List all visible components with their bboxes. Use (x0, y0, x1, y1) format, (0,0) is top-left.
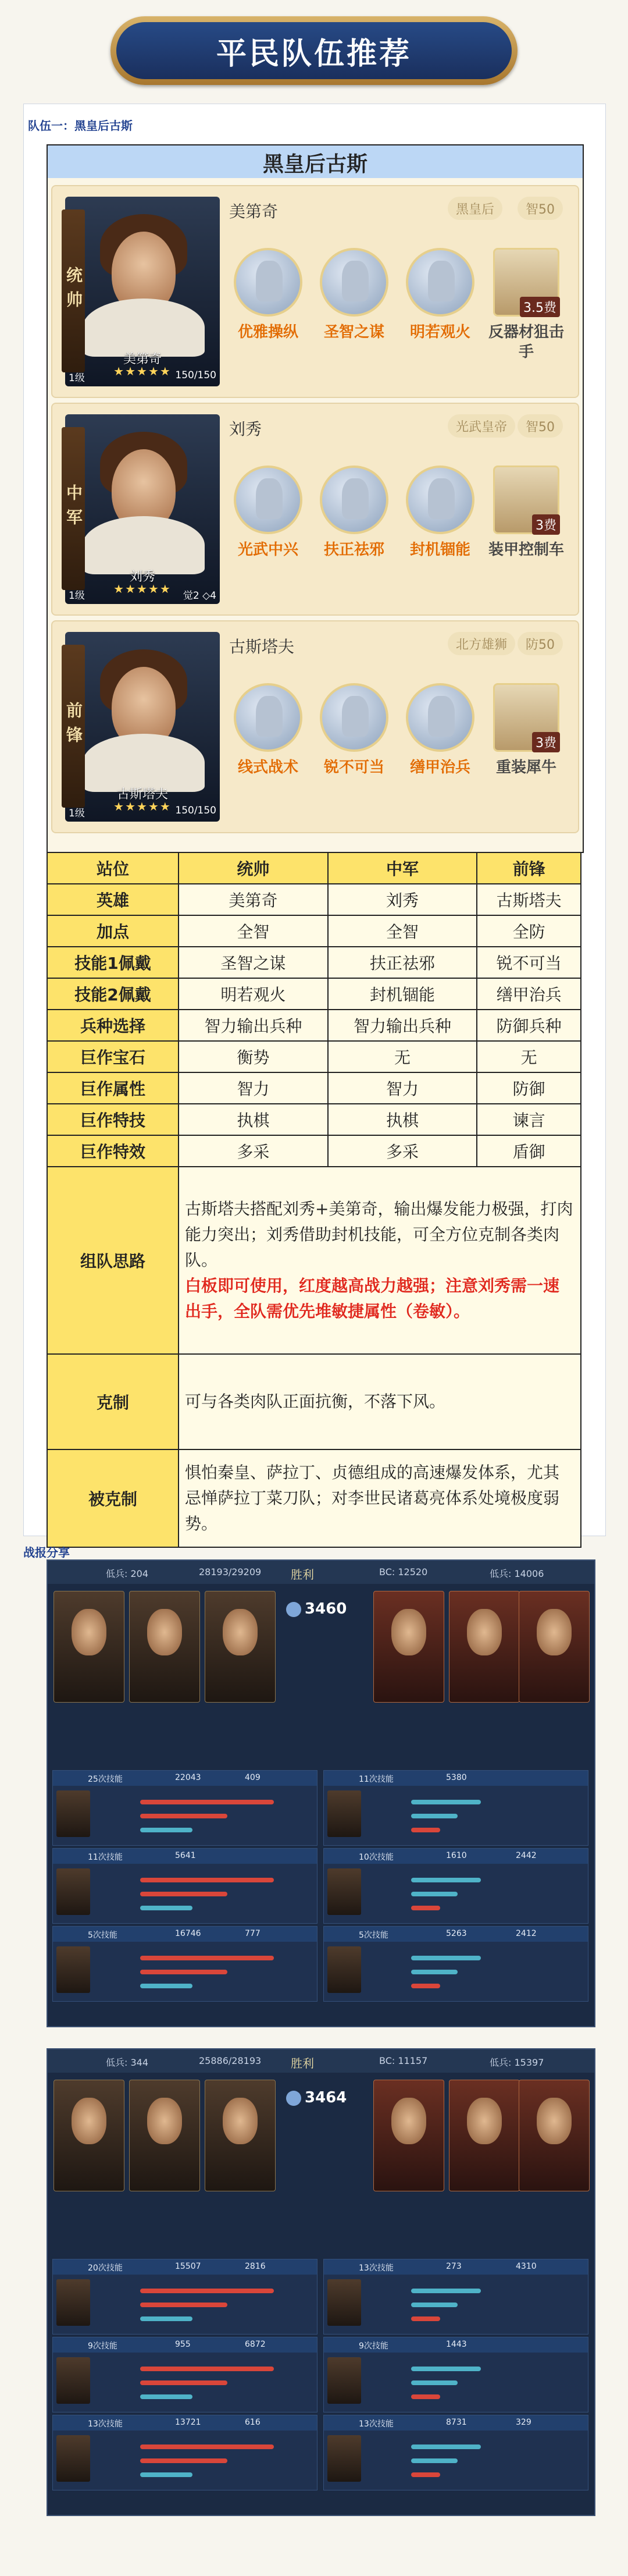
equipment-name: 重装犀牛 (495, 759, 556, 776)
skill-slot[interactable] (313, 242, 394, 388)
damage-bar (411, 2367, 481, 2371)
hero-face (467, 2098, 502, 2144)
table-cell: 明若观火 (179, 978, 328, 1010)
battle-result: 胜利 (291, 2056, 314, 2070)
battle-section-label: 战报分享 (23, 1545, 70, 1559)
table-cell: 衡势 (179, 1041, 328, 1072)
enemy-stat-block (323, 1770, 588, 1846)
skill-slot[interactable] (227, 460, 308, 605)
table-cell: 无 (477, 1041, 581, 1072)
table-cell: 美第奇 (179, 884, 328, 915)
ally-hero-card (129, 1591, 200, 1703)
countered-row (47, 1449, 581, 1547)
row-label: 英雄 (47, 884, 179, 915)
skill-name: 光武中兴 (237, 541, 298, 559)
enemy-hero-card (519, 1591, 590, 1703)
portrait-name: 古斯塔夫 (116, 787, 168, 802)
table-cell: 谏言 (477, 1104, 581, 1135)
hero-level: 1级 (69, 808, 85, 819)
hero-troops: 觉2 ◇4 (183, 590, 216, 602)
damage-value: 5641 (175, 1851, 196, 1860)
skill-icon (320, 248, 388, 317)
enemy-stat-block (323, 2415, 588, 2490)
counter-text: 可与各类肉队正面抗衡，不落下风。 (179, 1354, 581, 1449)
hero-stat-tag: 智50 (518, 197, 563, 220)
hero-portrait[interactable] (65, 632, 220, 822)
equipment-cost: 3费 (532, 514, 560, 535)
table-cell: 全智 (328, 915, 477, 947)
table-cell: 多采 (179, 1135, 328, 1167)
damage-bar (140, 1970, 227, 1974)
hero-level: 1级 (69, 590, 85, 602)
skill-slot[interactable] (399, 242, 480, 388)
table-row (47, 915, 581, 947)
hero-avatar (327, 2435, 361, 2482)
equipment-cost: 3费 (532, 732, 560, 752)
hero-troops: 150/150 (175, 805, 216, 816)
damage-bar (411, 1878, 481, 1882)
skill-name: 封机锢能 (409, 541, 470, 559)
table-row (47, 1041, 581, 1072)
equipment-slot[interactable] (485, 242, 566, 388)
table-cell: 缮甲治兵 (477, 978, 581, 1010)
stat-header (53, 1771, 317, 1786)
ally-hero-card (129, 2080, 200, 2191)
hero-face (391, 1609, 426, 1655)
damage-bar (140, 2303, 227, 2307)
heal-bar (411, 1906, 440, 1910)
hero-face (391, 2098, 426, 2144)
table-cell: 盾御 (477, 1135, 581, 1167)
ally-stat-block (52, 1848, 317, 1924)
hero-role: 中军 (62, 427, 85, 590)
damage-value: 1610 (446, 1851, 467, 1860)
table-cell: 古斯塔夫 (477, 884, 581, 915)
portrait-footer (69, 587, 216, 602)
hero-face (537, 1609, 572, 1655)
heal-value: 409 (245, 1773, 261, 1782)
strategy-text: 古斯塔夫搭配刘秀+美第奇，输出爆发能力极强，打肉能力突出；刘秀借助封机技能，可全方位克制各类肉队。 (185, 1199, 573, 1270)
stat-header (324, 2337, 588, 2353)
heal-value: 777 (245, 1929, 261, 1938)
star-rating: ★★★★★ (113, 364, 172, 378)
strategy-row (47, 1167, 581, 1354)
equipment-name: 装甲控制车 (488, 541, 564, 559)
skill-count: 5次技能 (359, 1931, 388, 1940)
hero-avatar (327, 1868, 361, 1915)
skill-row (227, 460, 570, 605)
skill-icon (406, 248, 474, 317)
damage-bar (140, 2367, 274, 2371)
stat-header (53, 2415, 317, 2431)
skill-name: 明若观火 (409, 324, 470, 341)
team-title: 黑皇后古斯 (47, 144, 584, 180)
stat-header (53, 1849, 317, 1864)
heal-bar (411, 2316, 440, 2321)
portrait-collar (83, 734, 205, 792)
damage-value: 273 (446, 2262, 462, 2271)
skill-icon (406, 683, 474, 752)
strategy-label: 组队思路 (47, 1167, 179, 1354)
stat-header (324, 1927, 588, 1942)
hero-avatar (56, 2435, 90, 2482)
equipment-name: 反器材狙击手 (488, 324, 564, 361)
damage-bar (140, 2458, 227, 2463)
portrait-collar (83, 516, 205, 574)
table-cell: 执棋 (328, 1104, 477, 1135)
damage-value: 955 (175, 2340, 191, 2349)
star-rating: ★★★★★ (113, 582, 172, 596)
header-cell: 前锋 (477, 852, 581, 884)
equipment-cost: 3.5费 (520, 297, 560, 317)
damage-value: 5263 (446, 1929, 467, 1938)
stat-header (324, 2259, 588, 2275)
skill-count: 25次技能 (88, 1775, 123, 1784)
battle-report[interactable] (47, 2048, 595, 2516)
ally-hero-card (53, 1591, 124, 1703)
skill-count: 20次技能 (88, 2264, 123, 2273)
hero-troops: 150/150 (175, 369, 216, 381)
stat-header (324, 1771, 588, 1786)
hero-name: 美第奇 (229, 202, 279, 221)
damage-bar (411, 1970, 458, 1974)
skill-count: 10次技能 (359, 1853, 394, 1862)
enemy-hero-card (449, 1591, 520, 1703)
hero-face (147, 1609, 182, 1655)
skill-icon (320, 683, 388, 752)
ally-stat-block (52, 2259, 317, 2335)
enemy-hero-card (519, 2080, 590, 2191)
countered-label: 被克制 (47, 1449, 179, 1547)
page-banner (110, 16, 518, 85)
ally-hero-card (205, 1591, 276, 1703)
enemy-hero-card (373, 1591, 444, 1703)
heal-bar (411, 2394, 440, 2399)
skill-name: 缮甲治兵 (409, 759, 470, 776)
table-row (47, 884, 581, 915)
skill-slot[interactable] (313, 677, 394, 823)
hero-title-tag: 北方雄狮 (448, 632, 515, 655)
table-cell: 刘秀 (328, 884, 477, 915)
hero-avatar (56, 1868, 90, 1915)
hero-avatar (56, 1790, 90, 1837)
row-label: 巨作特技 (47, 1104, 179, 1135)
hero-stat-tag: 防50 (518, 632, 563, 655)
damage-bar (140, 1800, 274, 1804)
table-row (47, 1135, 581, 1167)
table-row (47, 947, 581, 978)
portrait-name: 美第奇 (123, 352, 162, 367)
table-cell: 防御兵种 (477, 1010, 581, 1041)
heal-bar (140, 1828, 192, 1832)
hero-level: 1级 (69, 372, 85, 384)
table-cell: 无 (328, 1041, 477, 1072)
ally-total: 25886/28193 (199, 2055, 262, 2066)
battle-score (286, 2089, 347, 2106)
equipment-slot[interactable] (485, 460, 566, 605)
skill-icon (234, 683, 302, 752)
header-cell: 统帅 (179, 852, 328, 884)
team-info-table (47, 852, 581, 1548)
counter-label: 克制 (47, 1354, 179, 1449)
equipment-icon (493, 248, 559, 317)
skill-name: 线式战术 (237, 759, 298, 776)
heal-value: 2442 (516, 1851, 537, 1860)
skill-count: 5次技能 (88, 1931, 117, 1940)
countered-text: 惧怕秦皇、萨拉丁、贞德组成的高速爆发体系，尤其忌惮萨拉丁菜刀队；对李世民诸葛亮体系处境极度弱势。 (179, 1449, 581, 1547)
heal-value: 329 (516, 2418, 531, 2427)
skill-count: 13次技能 (359, 2264, 394, 2273)
table-cell: 全智 (179, 915, 328, 947)
ally-stat-block (52, 1926, 317, 2002)
table-cell: 防御 (477, 1072, 581, 1104)
score-value: 3464 (305, 2089, 347, 2106)
damage-bar (411, 1814, 458, 1818)
damage-bar (411, 2444, 481, 2449)
enemy-power: BC: 11157 (379, 2055, 428, 2066)
skill-icon (234, 248, 302, 317)
heal-bar (140, 1906, 192, 1910)
equipment-icon (493, 466, 559, 534)
hero-portrait[interactable] (65, 414, 220, 604)
portrait-footer (69, 805, 216, 819)
skill-slot[interactable] (227, 677, 308, 823)
skill-name: 圣智之谋 (323, 324, 384, 341)
ally-hero-card (205, 2080, 276, 2191)
table-cell: 执棋 (179, 1104, 328, 1135)
hero-avatar (56, 2357, 90, 2404)
skill-slot[interactable] (399, 677, 480, 823)
hero-role: 统帅 (62, 209, 85, 372)
stat-header (324, 2415, 588, 2431)
damage-bar (411, 2303, 458, 2307)
hero-name: 古斯塔夫 (229, 637, 295, 656)
hero-card (51, 620, 579, 833)
row-label: 技能1佩戴 (47, 947, 179, 978)
enemy-hero-card (449, 2080, 520, 2191)
battle-score (286, 1600, 347, 1618)
table-cell: 圣智之谋 (179, 947, 328, 978)
stat-header (53, 1927, 317, 1942)
hero-avatar (56, 1946, 90, 1993)
damage-bar (140, 2380, 227, 2385)
portrait-collar (83, 299, 205, 357)
hero-portrait[interactable] (65, 197, 220, 386)
table-cell: 全防 (477, 915, 581, 947)
skill-row (227, 677, 570, 823)
skill-icon (234, 466, 302, 534)
hero-face (467, 1609, 502, 1655)
heal-value: 2816 (245, 2262, 266, 2271)
hero-avatar (56, 2279, 90, 2326)
enemy-stat-block (323, 1926, 588, 2002)
strategy-warning: 白板即可使用，红度越高战力越强；注意刘秀需一速出手，全队需优先堆敏捷属性（卷敏）。 (185, 1276, 560, 1321)
table-cell: 锐不可当 (477, 947, 581, 978)
skill-count: 13次技能 (88, 2419, 123, 2429)
table-cell: 封机锢能 (328, 978, 477, 1010)
ally-stat-block (52, 2415, 317, 2490)
enemy-power: BC: 12520 (379, 1566, 428, 1577)
skill-name: 扶正祛邪 (323, 541, 384, 559)
row-label: 巨作宝石 (47, 1041, 179, 1072)
damage-bar (411, 2289, 481, 2293)
damage-bar (140, 1956, 274, 1960)
banner-title: 平民队伍推荐 (216, 36, 412, 72)
damage-bar (411, 1892, 458, 1896)
damage-bar (411, 1800, 481, 1804)
damage-bar (140, 2289, 274, 2293)
enemy-stat-block (323, 2259, 588, 2335)
counter-row (47, 1354, 581, 1449)
table-row (47, 1010, 581, 1041)
row-label: 技能2佩戴 (47, 978, 179, 1010)
score-icon (286, 1602, 301, 1617)
heal-value: 2412 (516, 1929, 537, 1938)
skill-icon (320, 466, 388, 534)
ally-troops: 低兵: 344 (106, 2057, 149, 2068)
hero-face (72, 2098, 106, 2144)
portrait-footer (69, 369, 216, 384)
table-header-row (47, 852, 581, 884)
hero-stat-tag: 智50 (518, 414, 563, 438)
damage-value: 5380 (446, 1773, 467, 1782)
table-cell: 多采 (328, 1135, 477, 1167)
hero-avatar (327, 1790, 361, 1837)
heal-bar (140, 1984, 192, 1988)
team-section-label: 队伍一：黑皇后古斯 (28, 119, 133, 133)
ally-stat-block (52, 1770, 317, 1846)
header-cell: 中军 (328, 852, 477, 884)
row-label: 加点 (47, 915, 179, 947)
damage-bar (140, 1814, 227, 1818)
heal-value: 6872 (245, 2340, 266, 2349)
equipment-icon (493, 683, 559, 752)
damage-value: 1443 (446, 2340, 467, 2349)
score-value: 3460 (305, 1600, 347, 1618)
hero-title-tag: 光武皇帝 (448, 414, 515, 438)
damage-value: 8731 (446, 2418, 467, 2427)
heal-bar (411, 1984, 440, 1988)
report-topbar (48, 2049, 594, 2073)
enemy-troops: 低兵: 15397 (490, 2057, 544, 2068)
table-cell: 智力输出兵种 (328, 1010, 477, 1041)
damage-value: 22043 (175, 1773, 201, 1782)
hero-name: 刘秀 (229, 420, 262, 439)
hero-avatar (327, 2279, 361, 2326)
battle-result: 胜利 (291, 1568, 314, 1582)
skill-slot[interactable] (227, 242, 308, 388)
hero-role: 前锋 (62, 645, 85, 808)
table-row (47, 1072, 581, 1104)
table-cell: 智力 (328, 1072, 477, 1104)
hero-face (223, 2098, 258, 2144)
damage-bar (411, 2458, 458, 2463)
hero-face (147, 2098, 182, 2144)
skill-count: 11次技能 (359, 1775, 394, 1784)
row-label: 兵种选择 (47, 1010, 179, 1041)
damage-bar (411, 1956, 481, 1960)
hero-card (51, 403, 579, 616)
damage-bar (411, 2380, 458, 2385)
skill-count: 13次技能 (359, 2419, 394, 2429)
skill-name: 锐不可当 (323, 759, 384, 776)
strategy-cell (179, 1167, 581, 1354)
skill-name: 优雅操纵 (237, 324, 298, 341)
table-cell: 智力 (179, 1072, 328, 1104)
heal-bar (140, 2316, 192, 2321)
ally-hero-card (53, 2080, 124, 2191)
enemy-hero-card (373, 2080, 444, 2191)
damage-value: 16746 (175, 1929, 201, 1938)
hero-avatar (327, 1946, 361, 1993)
header-cell: 站位 (47, 852, 179, 884)
ally-total: 28193/29209 (199, 1566, 262, 1577)
heal-bar (140, 2394, 192, 2399)
damage-bar (140, 1892, 227, 1896)
skill-row (227, 242, 570, 388)
hero-face (537, 2098, 572, 2144)
skill-icon (406, 466, 474, 534)
damage-bar (140, 1878, 274, 1882)
table-row (47, 978, 581, 1010)
enemy-troops: 低兵: 14006 (490, 1568, 544, 1579)
equipment-slot[interactable] (485, 677, 566, 823)
enemy-stat-block (323, 2337, 588, 2412)
hero-title-tag: 黑皇后 (448, 197, 502, 220)
heal-bar (411, 2472, 440, 2477)
skill-count: 11次技能 (88, 1853, 123, 1862)
battle-report[interactable] (47, 1559, 595, 2027)
heal-bar (411, 1828, 440, 1832)
skill-count: 9次技能 (359, 2342, 388, 2351)
hero-card (51, 185, 579, 398)
ally-stat-block (52, 2337, 317, 2412)
stat-header (53, 2259, 317, 2275)
table-cell: 扶正祛邪 (328, 947, 477, 978)
heal-bar (140, 2472, 192, 2477)
heal-value: 616 (245, 2418, 261, 2427)
stat-header (53, 2337, 317, 2353)
ally-troops: 低兵: 204 (106, 1568, 149, 1579)
damage-bar (140, 2444, 274, 2449)
damage-value: 13721 (175, 2418, 201, 2427)
portrait-name: 刘秀 (129, 570, 155, 584)
stat-header (324, 1849, 588, 1864)
row-label: 巨作属性 (47, 1072, 179, 1104)
row-label: 巨作特效 (47, 1135, 179, 1167)
score-icon (286, 2091, 301, 2106)
table-cell: 智力输出兵种 (179, 1010, 328, 1041)
damage-value: 15507 (175, 2262, 201, 2271)
skill-slot[interactable] (313, 460, 394, 605)
enemy-stat-block (323, 1848, 588, 1924)
skill-count: 9次技能 (88, 2342, 117, 2351)
heal-value: 4310 (516, 2262, 537, 2271)
skill-slot[interactable] (399, 460, 480, 605)
hero-face (72, 1609, 106, 1655)
hero-face (223, 1609, 258, 1655)
star-rating: ★★★★★ (113, 800, 172, 813)
report-topbar (48, 1561, 594, 1584)
table-row (47, 1104, 581, 1135)
hero-avatar (327, 2357, 361, 2404)
